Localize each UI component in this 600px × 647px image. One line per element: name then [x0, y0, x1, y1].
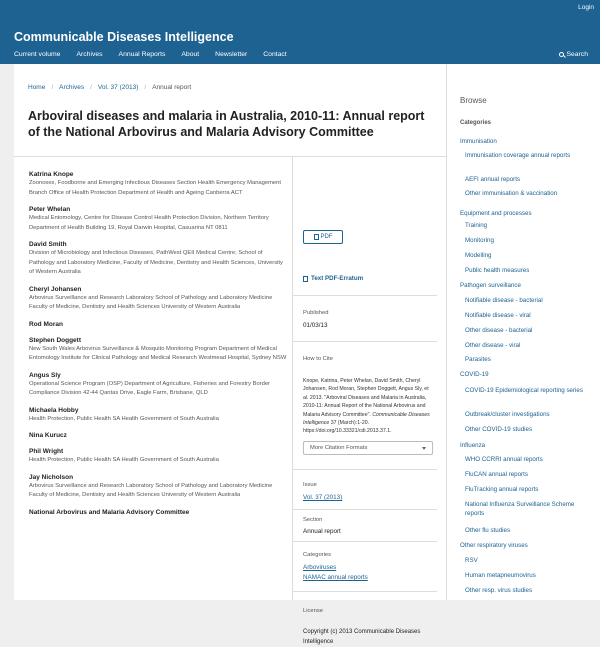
citation-text: [303, 377, 435, 436]
article-main: [14, 64, 446, 645]
sidebar-category-item[interactable]: Other disease - bacterial: [465, 327, 533, 334]
sidebar-category-item[interactable]: RSV: [465, 557, 478, 564]
author-name: Stephen Doggett: [29, 336, 81, 344]
sidebar-category-item[interactable]: Parasites: [465, 356, 491, 363]
author-item: [29, 205, 287, 233]
sidebar-category-item[interactable]: Other disease - viral: [465, 342, 521, 349]
issue-link[interactable]: Vol. 37 (2013): [303, 494, 343, 501]
author-item: [29, 431, 287, 440]
author-item: [29, 320, 287, 329]
nav-about[interactable]: About: [181, 51, 200, 58]
author-item: [29, 473, 287, 501]
categories-heading: Categories: [460, 120, 492, 126]
author-affiliation: Health Protection, Public Health SA Health Government of South Australia: [29, 415, 219, 422]
section-label: Section: [303, 517, 323, 523]
sidebar-category-item[interactable]: Human metapneumovirus: [465, 572, 536, 579]
author-name: David Smith: [29, 241, 67, 248]
sidebar-category-item[interactable]: Monitoring: [465, 237, 494, 244]
article-title: Arboviral diseases and malaria in Australia, 2010-11: Annual report of the National Arbovirus and Malaria Advisory Committee: [28, 109, 425, 139]
author-item: [29, 371, 287, 399]
author-affiliation: Division of Microbiology and Infectious Diseases, PathWest QEII Medical Centre; School of Pathology and Laboratory Medicine, Faculty of Medicine, Dentistry and Health Sciences, University of Western Australia: [29, 250, 283, 275]
site-title[interactable]: Communicable Diseases Intelligence: [14, 30, 234, 44]
citation-formats-dropdown[interactable]: [303, 441, 433, 455]
divider: [293, 509, 437, 510]
sidebar-category-item[interactable]: Immunisation coverage annual reports: [465, 152, 571, 159]
author-list: [29, 170, 287, 524]
sidebar-category-item[interactable]: WHO CCRRI annual reports: [465, 456, 543, 463]
cite-label: How to Cite: [303, 356, 333, 362]
divider: [293, 591, 437, 592]
issue-label: Issue: [303, 482, 317, 488]
author-affiliation: Operational Science Program (OSP) Department of Agriculture, Fisheries and Forestry Border Compliance Division 42-44 Qantas Drive, Eagle Farm, Brisbane, QLD: [29, 380, 270, 396]
breadcrumb-archives[interactable]: Archives: [59, 84, 85, 91]
published-date: 01/03/13: [303, 322, 328, 329]
divider: [293, 295, 437, 296]
author-item: [29, 240, 287, 278]
column-divider: [292, 156, 293, 600]
nav-current-volume[interactable]: Current volume: [14, 51, 61, 58]
main-nav: [14, 51, 303, 58]
search-icon: [559, 52, 564, 57]
sidebar-category-item[interactable]: COVID-19 Epidemiological reporting series: [465, 387, 583, 394]
divider: [293, 341, 437, 342]
author-name: Rod Moran: [29, 320, 63, 328]
sidebar-category-item[interactable]: Other flu studies: [465, 527, 511, 534]
author-item: [29, 170, 287, 198]
breadcrumb-separator: /: [51, 84, 54, 91]
author-name: Cheryl Johansen: [29, 285, 82, 293]
breadcrumb-separator: /: [90, 84, 92, 91]
nav-archives[interactable]: Archives: [76, 51, 103, 58]
author-item: [29, 406, 287, 425]
breadcrumb-issue[interactable]: Vol. 37 (2013): [97, 84, 139, 91]
divider: [293, 469, 437, 470]
breadcrumb-home[interactable]: Home: [28, 84, 46, 91]
license-label: License: [303, 608, 323, 614]
sidebar-category-item[interactable]: Notifiable disease - viral: [465, 312, 531, 319]
sidebar-category-item[interactable]: COVID-19: [460, 371, 489, 378]
citation-journal: Communicable Diseases Intelligence: [303, 411, 430, 427]
breadcrumb-current: Annual report: [152, 84, 192, 91]
search-link[interactable]: [559, 51, 588, 58]
author-name: Peter Whelan: [29, 206, 71, 213]
citation-tail: 37 (March):1-20. https://doi.org/10.33321/cdi.2013.37.1.: [303, 420, 392, 435]
file-icon: [303, 276, 308, 282]
sidebar-category-item[interactable]: Pathogen surveillance: [460, 282, 521, 289]
sidebar-category-item[interactable]: Other respiratory viruses: [460, 542, 528, 549]
author-name: National Arbovirus and Malaria Advisory Committee: [29, 508, 190, 516]
breadcrumb-separator: /: [144, 84, 147, 91]
chevron-down-icon: [422, 447, 426, 450]
sidebar-category-item[interactable]: Training: [465, 222, 488, 229]
category-link[interactable]: Arboviruses: [303, 564, 337, 571]
divider: [14, 156, 446, 157]
sidebar-category-item[interactable]: Equipment and processes: [460, 210, 532, 217]
author-name: Michaela Hobby: [29, 406, 79, 414]
erratum-link[interactable]: [303, 275, 363, 282]
sidebar-category-item[interactable]: Other immunisation & vaccination: [465, 190, 558, 197]
categories-label: Categories: [303, 552, 332, 558]
sidebar-category-item[interactable]: Immunisation: [460, 138, 497, 145]
author-name: Nina Kurucz: [29, 432, 67, 439]
section-value: Annual report: [303, 528, 341, 535]
author-item: [29, 285, 287, 313]
author-affiliation: Arbovirus Surveillance and Research Laboratory School of Pathology and Laboratory Medicine Faculty of Medicine, Dentistry and Health Sciences University of Western Australia: [29, 482, 273, 498]
category-link[interactable]: NAMAC annual reports: [303, 574, 368, 581]
nav-newsletter[interactable]: Newsletter: [215, 51, 248, 58]
sidebar-category-item[interactable]: AEFI annual reports: [465, 176, 521, 183]
pdf-button[interactable]: [303, 230, 343, 244]
divider: [293, 541, 437, 542]
author-item: [29, 447, 287, 466]
sidebar-category-item[interactable]: Other resp. virus studies: [465, 587, 533, 594]
author-item: [29, 508, 287, 517]
pdf-label: PDF: [320, 234, 333, 240]
sidebar-category-item[interactable]: National Influenza Surveillance Scheme reports: [465, 501, 575, 517]
nav-annual-reports[interactable]: Annual Reports: [118, 51, 166, 58]
author-affiliation: Medical Entomology, Centre for Disease Control Health Protection Division, Northern Territory Department of Health Building 19, Royal Darwin Hospital, Casuarina NT 0811: [29, 215, 269, 231]
sidebar-category-item[interactable]: Outbreak/cluster investigations: [465, 411, 550, 418]
search-label: Search: [566, 51, 588, 58]
sidebar-category-item[interactable]: Notifiable disease - bacterial: [465, 297, 543, 304]
author-item: [29, 336, 287, 364]
sidebar-category-item[interactable]: FluCAN annual reports: [465, 471, 528, 478]
erratum-label: Text PDF-Erratum: [311, 275, 364, 282]
citation-body: Knope, Katrina, Peter Whelan, David Smith, Cheryl Johansen, Rod Moran, Stephen Doggett, Angus Sly, et al. 2013. "Arboviral Diseases and Malaria in Australia, 2010-11: Annual Report of the National Arbovirus and Malaria Advisory Committee".: [303, 378, 429, 418]
citation-formats-label: More Citation Formats: [310, 445, 368, 451]
author-name: Angus Sly: [29, 371, 61, 379]
author-name: Katrina Knope: [29, 171, 74, 178]
author-name: Jay Nicholson: [29, 473, 74, 481]
author-affiliation: New South Wales Arbovirus Surveillance & Mosquito Monitoring Program Department of Medical Entomology Institute for Clinical Pathology and Medical Research Westmead Hospital, Sydney NSW: [29, 345, 287, 361]
site-header: [0, 0, 600, 64]
published-label: Published: [303, 310, 329, 316]
sidebar-category-item[interactable]: Modelling: [465, 252, 492, 259]
nav-contact[interactable]: Contact: [263, 51, 287, 58]
license-text: Copyright (c) 2013 Communicable Diseases Intelligence: [303, 629, 421, 645]
sidebar-category-item[interactable]: FluTracking annual reports: [465, 486, 539, 493]
sidebar: [446, 64, 600, 600]
sidebar-category-item[interactable]: Public health measures: [465, 267, 530, 274]
breadcrumb: [28, 84, 191, 91]
sidebar-category-item[interactable]: Other COVID-19 studies: [465, 426, 533, 433]
file-icon: [314, 234, 319, 240]
author-affiliation: Arbovirus Surveillance and Research Laboratory School of Pathology and Laboratory Medicine Faculty of Medicine, Dentistry and Health Sciences University of Western Australia: [29, 294, 273, 310]
login-link[interactable]: Login: [578, 4, 594, 11]
author-affiliation: Health Protection, Public Health SA Health Government of South Australia: [29, 457, 219, 463]
author-affiliation: Zoonoses, Foodborne and Emerging Infectious Diseases Section Health Emergency Management Branch Office of Health Protection Department of Health and Ageing Canberra ACT: [29, 180, 281, 196]
author-name: Phil Wright: [29, 448, 64, 455]
sidebar-category-item[interactable]: Influenza: [460, 442, 486, 449]
browse-heading: Browse: [460, 96, 487, 105]
